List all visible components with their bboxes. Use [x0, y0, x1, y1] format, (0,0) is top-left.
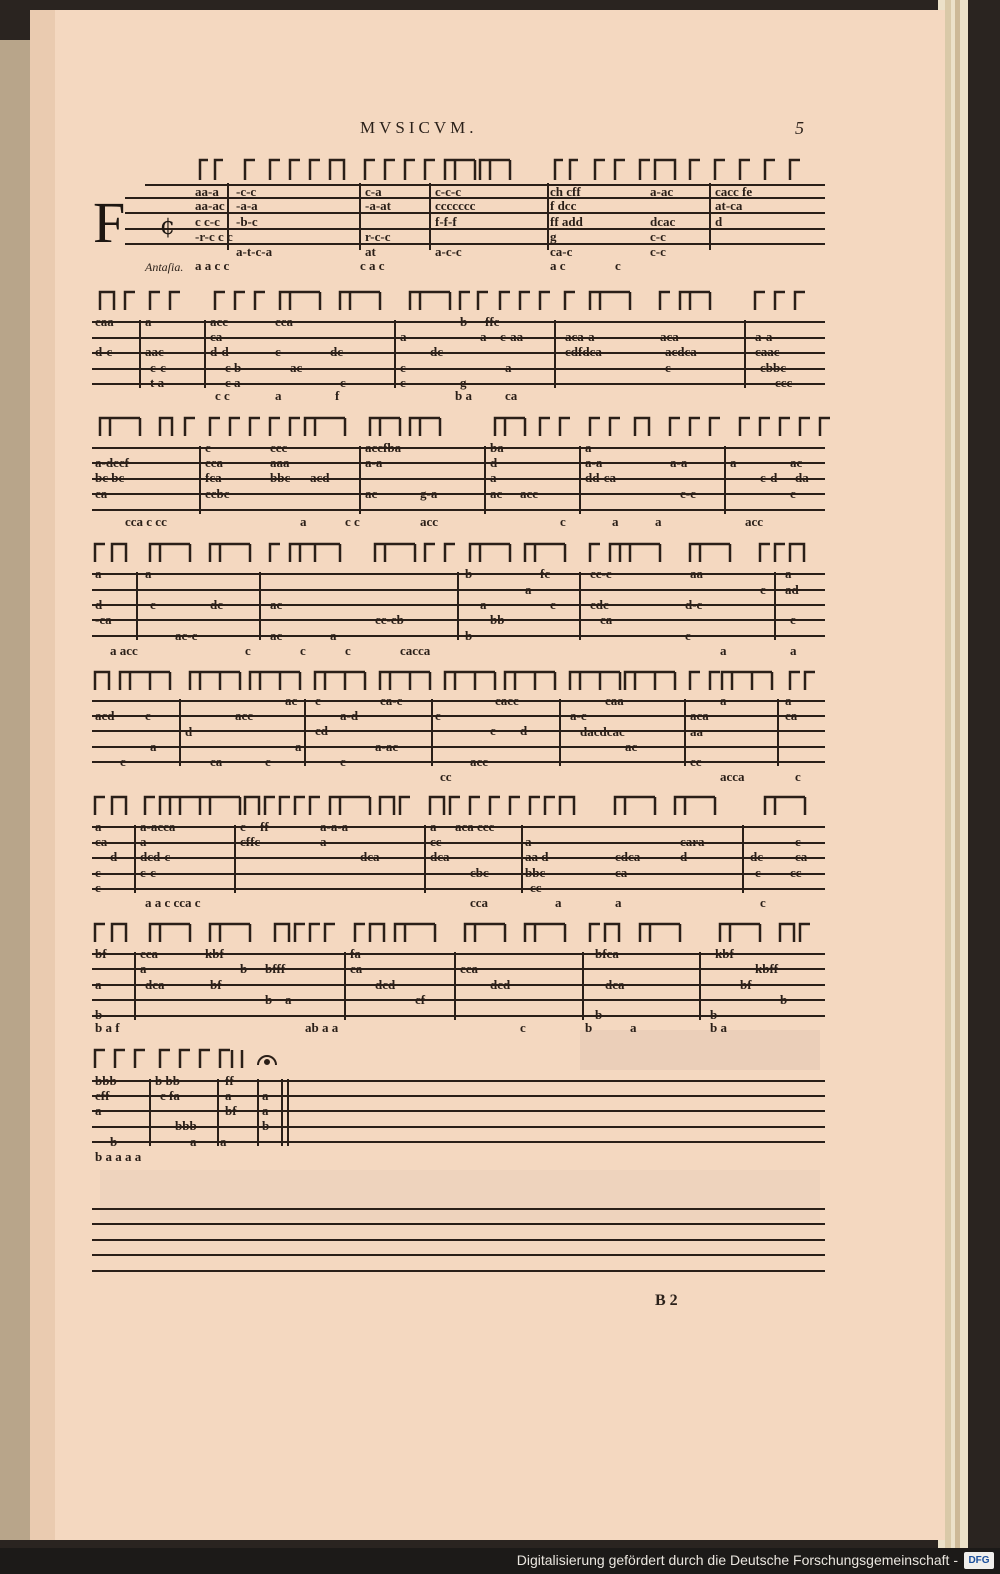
svg-text:c: c [205, 440, 211, 455]
svg-text:b: b [110, 1134, 118, 1149]
svg-text:dca: dca [605, 977, 625, 992]
svg-text:c: c [95, 865, 101, 880]
svg-text:a: a [720, 643, 727, 658]
svg-text:bb: bb [490, 612, 505, 627]
svg-text:dca: dca [430, 849, 450, 864]
svg-text:a: a [190, 1134, 197, 1149]
svg-text:a-dccf: a-dccf [95, 455, 129, 470]
svg-text:dc: dc [750, 849, 763, 864]
svg-text:cbbc: cbbc [760, 360, 786, 375]
svg-text:b a: b a [455, 388, 472, 403]
svg-text:a-t-c-a: a-t-c-a [236, 244, 273, 259]
svg-text:d-d: d-d [210, 344, 229, 359]
svg-text:c-c: c-c [140, 865, 156, 880]
svg-text:ca-c: ca-c [380, 693, 403, 708]
svg-text:dacdcac: dacdcac [580, 724, 625, 739]
svg-text:c: c [145, 708, 151, 723]
svg-text:cc-cb: cc-cb [375, 612, 404, 627]
svg-text:caac: caac [755, 344, 780, 359]
svg-text:a: a [145, 314, 152, 329]
svg-text:cdc: cdc [590, 597, 609, 612]
svg-text:ccbc: ccbc [205, 486, 230, 501]
svg-text:bbc: bbc [270, 470, 291, 485]
svg-text:c: c [790, 486, 796, 501]
svg-text:c: c [790, 612, 796, 627]
svg-text:ac: ac [270, 597, 283, 612]
svg-text:dc: dc [430, 344, 443, 359]
svg-text:ca-c: ca-c [550, 244, 573, 259]
svg-text:cara: cara [680, 834, 705, 849]
svg-text:aa-a: aa-a [195, 184, 219, 199]
svg-text:c: c [120, 754, 126, 769]
svg-text:c: c [795, 769, 801, 784]
svg-text:d: d [715, 214, 723, 229]
svg-text:bf: bf [225, 1103, 237, 1118]
svg-text:a: a [790, 643, 797, 658]
svg-text:a: a [785, 566, 792, 581]
svg-text:cf: cf [415, 992, 426, 1007]
svg-text:cca c cc: cca c cc [125, 514, 167, 529]
svg-text:b: b [780, 992, 788, 1007]
svg-text:ad: ad [785, 582, 799, 597]
svg-text:g: g [550, 229, 557, 244]
svg-text:a: a [95, 819, 102, 834]
svg-text:a: a [95, 1103, 102, 1118]
svg-text:c b: c b [225, 360, 242, 375]
svg-text:bf: bf [740, 977, 752, 992]
svg-text:-c-c: -c-c [236, 184, 257, 199]
svg-text:c: c [685, 628, 691, 643]
svg-text:c-c: c-c [150, 360, 166, 375]
svg-text:c: c [315, 693, 321, 708]
svg-text:c-aa: c-aa [500, 329, 524, 344]
svg-text:b: b [465, 628, 473, 643]
svg-text:ff: ff [260, 819, 269, 834]
svg-text:-b-c: -b-c [236, 214, 258, 229]
svg-text:ac: ac [490, 486, 503, 501]
svg-text:dcd-c: dcd-c [140, 849, 171, 864]
svg-text:f: f [335, 388, 340, 403]
svg-text:acd: acd [310, 470, 330, 485]
svg-text:c: c [265, 754, 271, 769]
svg-text:cacca: cacca [400, 643, 431, 658]
svg-text:ac-c: ac-c [175, 628, 198, 643]
page-shadow [30, 10, 55, 1540]
svg-text:c: c [245, 643, 251, 658]
svg-text:ca: ca [95, 486, 108, 501]
svg-text:aac: aac [145, 344, 164, 359]
svg-text:dca: dca [360, 849, 380, 864]
svg-text:caa: caa [605, 693, 624, 708]
svg-text:cc: cc [690, 754, 702, 769]
svg-text:c: c [490, 723, 496, 738]
svg-text:bfff: bfff [265, 961, 286, 976]
svg-text:fc: fc [540, 566, 551, 581]
svg-text:d: d [110, 849, 118, 864]
svg-text:ac: ac [365, 486, 378, 501]
svg-text:a: a [720, 693, 727, 708]
svg-text:d-c: d-c [95, 344, 113, 359]
svg-text:acca: acca [720, 769, 745, 784]
svg-text:d: d [680, 849, 688, 864]
svg-text:ca: ca [210, 329, 223, 344]
svg-text:c c-c: c c-c [195, 214, 220, 229]
svg-text:-a-at: -a-at [365, 198, 391, 213]
svg-text:cd: cd [315, 723, 328, 738]
svg-text:c: c [240, 819, 246, 834]
svg-text:a: a [490, 470, 497, 485]
svg-text:ccc: ccc [270, 440, 288, 455]
svg-text:a: a [612, 514, 619, 529]
svg-text:f dcc: f dcc [550, 198, 577, 213]
svg-text:at: at [365, 244, 376, 259]
svg-text:acc: acc [420, 514, 439, 529]
svg-text:c: c [340, 375, 346, 390]
svg-text:acc: acc [745, 514, 764, 529]
svg-text:a-ac: a-ac [650, 184, 674, 199]
svg-text:a-a: a-a [585, 455, 603, 470]
svg-text:ff add: ff add [550, 214, 583, 229]
svg-text:a: a [655, 514, 662, 529]
svg-text:c: c [95, 880, 101, 895]
svg-text:r-c-c: r-c-c [365, 229, 391, 244]
svg-text:aa d: aa d [525, 849, 549, 864]
svg-text:ca: ca [95, 834, 108, 849]
svg-text:a: a [730, 455, 737, 470]
svg-text:dcd: dcd [375, 977, 396, 992]
svg-text:a: a [95, 977, 102, 992]
svg-text:ca: ca [505, 388, 518, 403]
svg-text:at-ca: at-ca [715, 198, 743, 213]
svg-text:c: c [795, 834, 801, 849]
svg-text:a: a [630, 1020, 637, 1035]
svg-text:ac: ac [285, 693, 298, 708]
svg-text:d: d [520, 723, 528, 738]
svg-text:ab a a: ab a a [305, 1020, 339, 1035]
svg-text:cdca: cdca [615, 849, 641, 864]
svg-text:kbf: kbf [205, 946, 224, 961]
svg-text:a: a [150, 739, 157, 754]
svg-text:a c: a c [550, 258, 566, 273]
svg-text:c: c [300, 643, 306, 658]
svg-text:c a: c a [225, 375, 241, 390]
svg-text:dc: dc [210, 597, 223, 612]
svg-text:a-d: a-d [340, 708, 359, 723]
svg-text:cc: cc [440, 769, 452, 784]
svg-text:a: a [525, 834, 532, 849]
svg-text:b a f: b a f [95, 1020, 120, 1035]
svg-text:kbf: kbf [715, 946, 734, 961]
svg-text:a-a: a-a [670, 455, 688, 470]
svg-text:b: b [710, 1007, 718, 1022]
svg-text:bc bc: bc bc [95, 470, 125, 485]
svg-text:a: a [225, 1088, 232, 1103]
svg-text:c-a: c-a [365, 184, 382, 199]
svg-text:accfba: accfba [365, 440, 402, 455]
svg-text:a: a [400, 329, 407, 344]
svg-text:ca: ca [795, 849, 808, 864]
svg-text:c c: c c [215, 388, 230, 403]
svg-text:ac: ac [290, 360, 303, 375]
dfg-logo: DFG [964, 1552, 994, 1569]
svg-text:acc: acc [520, 486, 539, 501]
funding-credit: Digitalisierung gefördert durch die Deutsche Forschungsgemeinschaft - [516, 1552, 958, 1568]
svg-text:g-a: g-a [420, 486, 438, 501]
svg-text:a-a: a-a [365, 455, 383, 470]
svg-text:acc: acc [235, 708, 254, 723]
svg-text:c: c [760, 895, 766, 910]
svg-text:bfca: bfca [595, 946, 619, 961]
svg-text:a-a: a-a [755, 329, 773, 344]
svg-text:a-acca: a-acca [140, 819, 176, 834]
svg-text:ac: ac [625, 739, 638, 754]
svg-text:ac: ac [790, 455, 803, 470]
signature-mark: B 2 [655, 1292, 678, 1309]
svg-text:c: c [340, 754, 346, 769]
svg-text:c: c [275, 344, 281, 359]
svg-text:a: a [275, 388, 282, 403]
svg-text:a: a [480, 597, 487, 612]
svg-text:b: b [465, 566, 473, 581]
svg-text:cc-c: cc-c [590, 566, 612, 581]
svg-text:fa: fa [350, 946, 361, 961]
svg-text:cc: cc [530, 880, 542, 895]
svg-text:b: b [585, 1020, 593, 1035]
svg-text:c: c [435, 708, 441, 723]
svg-text:a: a [615, 895, 622, 910]
svg-text:c: c [345, 643, 351, 658]
svg-text:acc: acc [210, 314, 229, 329]
svg-text:cc: cc [790, 865, 802, 880]
svg-text:c-c: c-c [650, 229, 666, 244]
svg-text:c: c [550, 597, 556, 612]
svg-text:acd: acd [95, 708, 115, 723]
svg-text:ca: ca [615, 865, 628, 880]
svg-text:caa: caa [95, 314, 114, 329]
svg-text:c: c [400, 360, 406, 375]
svg-text:c fa: c fa [160, 1088, 180, 1103]
svg-text:a: a [320, 834, 327, 849]
svg-text:-ca: -ca [95, 612, 112, 627]
page-header: MVSICVM. [360, 118, 478, 137]
svg-text:d: d [95, 597, 103, 612]
svg-text:aa-ac: aa-ac [195, 198, 225, 213]
svg-text:aca ccc: aca ccc [455, 819, 495, 834]
svg-text:a: a [330, 628, 337, 643]
svg-text:a-ac: a-ac [375, 739, 399, 754]
svg-text:a: a [140, 834, 147, 849]
svg-text:cacc: cacc [495, 693, 519, 708]
svg-text:aca-a: aca-a [565, 329, 595, 344]
svg-text:ch cff: ch cff [550, 184, 581, 199]
svg-text:a: a [585, 440, 592, 455]
svg-text:a: a [505, 360, 512, 375]
piece-title: Antaſia. [145, 260, 184, 274]
svg-text:a-c: a-c [570, 708, 587, 723]
svg-text:c a c: c a c [360, 258, 385, 273]
svg-text:ca: ca [785, 708, 798, 723]
svg-text:aca: aca [690, 708, 709, 723]
svg-text:a acc: a acc [110, 643, 138, 658]
svg-text:a: a [480, 329, 487, 344]
svg-text:a-c-c: a-c-c [435, 244, 462, 259]
svg-text:c c: c c [345, 514, 360, 529]
svg-text:cdfdca: cdfdca [565, 344, 602, 359]
svg-text:cacc fe: cacc fe [715, 184, 753, 199]
time-signature: ¢ [160, 212, 176, 240]
svg-text:a: a [430, 819, 437, 834]
svg-text:a: a [555, 895, 562, 910]
svg-text:aa: aa [690, 724, 703, 739]
footer-bar [0, 1548, 1000, 1574]
svg-text:ba: ba [490, 440, 504, 455]
svg-text:a: a [300, 514, 307, 529]
svg-text:b: b [265, 992, 273, 1007]
svg-text:c: c [755, 865, 761, 880]
svg-text:g: g [460, 375, 467, 390]
svg-text:dcd: dcd [490, 977, 511, 992]
svg-text:-r-c c c: -r-c c c [195, 229, 233, 244]
svg-text:bf: bf [210, 977, 222, 992]
svg-text:a: a [525, 582, 532, 597]
svg-text:dd-ca: dd-ca [585, 470, 617, 485]
svg-text:c-c: c-c [680, 486, 696, 501]
svg-text:b: b [95, 1007, 103, 1022]
svg-text:cca: cca [275, 314, 294, 329]
svg-text:a: a [220, 1134, 227, 1149]
svg-text:cbc: cbc [470, 865, 489, 880]
svg-text:f-f-f: f-f-f [435, 214, 457, 229]
svg-text:kbff: kbff [755, 961, 779, 976]
bleed-through-2 [100, 1170, 820, 1220]
svg-text:d: d [490, 455, 498, 470]
svg-text:ac: ac [270, 628, 283, 643]
svg-text:ca: ca [600, 612, 613, 627]
svg-text:d-c: d-c [685, 597, 703, 612]
svg-text:c-c: c-c [650, 244, 666, 259]
svg-text:dca: dca [145, 977, 165, 992]
bleed-through-1 [580, 1030, 820, 1070]
svg-text:cff: cff [95, 1088, 110, 1103]
svg-text:c: c [400, 375, 406, 390]
svg-text:cffc: cffc [240, 834, 261, 849]
svg-text:d: d [185, 724, 193, 739]
svg-text:ccccccc: ccccccc [435, 198, 476, 213]
svg-text:da: da [795, 470, 809, 485]
svg-text:ccc: ccc [775, 375, 793, 390]
svg-text:bbb: bbb [95, 1073, 117, 1088]
svg-text:bbc: bbc [525, 865, 546, 880]
svg-text:bf: bf [95, 946, 107, 961]
svg-text:aaa: aaa [270, 455, 290, 470]
svg-text:c: c [150, 597, 156, 612]
svg-text:a: a [785, 693, 792, 708]
svg-text:t a: t a [150, 375, 165, 390]
svg-text:-a-a: -a-a [236, 198, 258, 213]
svg-text:b: b [240, 961, 248, 976]
svg-text:ca: ca [210, 754, 223, 769]
svg-text:c: c [665, 360, 671, 375]
initial-letter: F [93, 190, 126, 255]
svg-text:a a c cca c: a a c cca c [145, 895, 201, 910]
svg-text:a: a [95, 566, 102, 581]
svg-text:bbb: bbb [175, 1118, 197, 1133]
svg-text:ff: ff [225, 1073, 234, 1088]
svg-text:a: a [262, 1103, 269, 1118]
svg-text:aca: aca [660, 329, 679, 344]
svg-text:b: b [262, 1118, 270, 1133]
svg-text:a: a [262, 1088, 269, 1103]
svg-text:cc: cc [430, 834, 442, 849]
svg-text:a a c c: a a c c [195, 258, 230, 273]
svg-text:fca: fca [205, 470, 222, 485]
svg-text:c: c [615, 258, 621, 273]
svg-text:ca: ca [350, 961, 363, 976]
svg-text:c: c [560, 514, 566, 529]
svg-text:b a: b a [710, 1020, 727, 1035]
svg-text:c-d: c-d [760, 470, 778, 485]
svg-text:ffc: ffc [485, 314, 500, 329]
svg-text:a: a [140, 961, 147, 976]
svg-text:acc: acc [470, 754, 489, 769]
svg-text:cca: cca [205, 455, 224, 470]
svg-text:c: c [520, 1020, 526, 1035]
svg-text:a: a [145, 566, 152, 581]
svg-text:a: a [295, 739, 302, 754]
svg-text:c-c-c: c-c-c [435, 184, 461, 199]
svg-text:b: b [460, 314, 468, 329]
svg-text:b a a a a: b a a a a [95, 1149, 142, 1164]
svg-text:b bb: b bb [155, 1073, 180, 1088]
svg-text:dc: dc [330, 344, 343, 359]
svg-text:b: b [595, 1007, 603, 1022]
svg-text:c: c [760, 582, 766, 597]
page-number: 5 [795, 118, 804, 138]
svg-text:cca: cca [460, 961, 479, 976]
svg-text:aa: aa [690, 566, 703, 581]
svg-text:a-a-a: a-a-a [320, 819, 349, 834]
svg-text:acdca: acdca [665, 344, 697, 359]
svg-text:a: a [285, 992, 292, 1007]
svg-text:cca: cca [470, 895, 489, 910]
svg-text:cca: cca [140, 946, 159, 961]
svg-text:dcac: dcac [650, 214, 676, 229]
